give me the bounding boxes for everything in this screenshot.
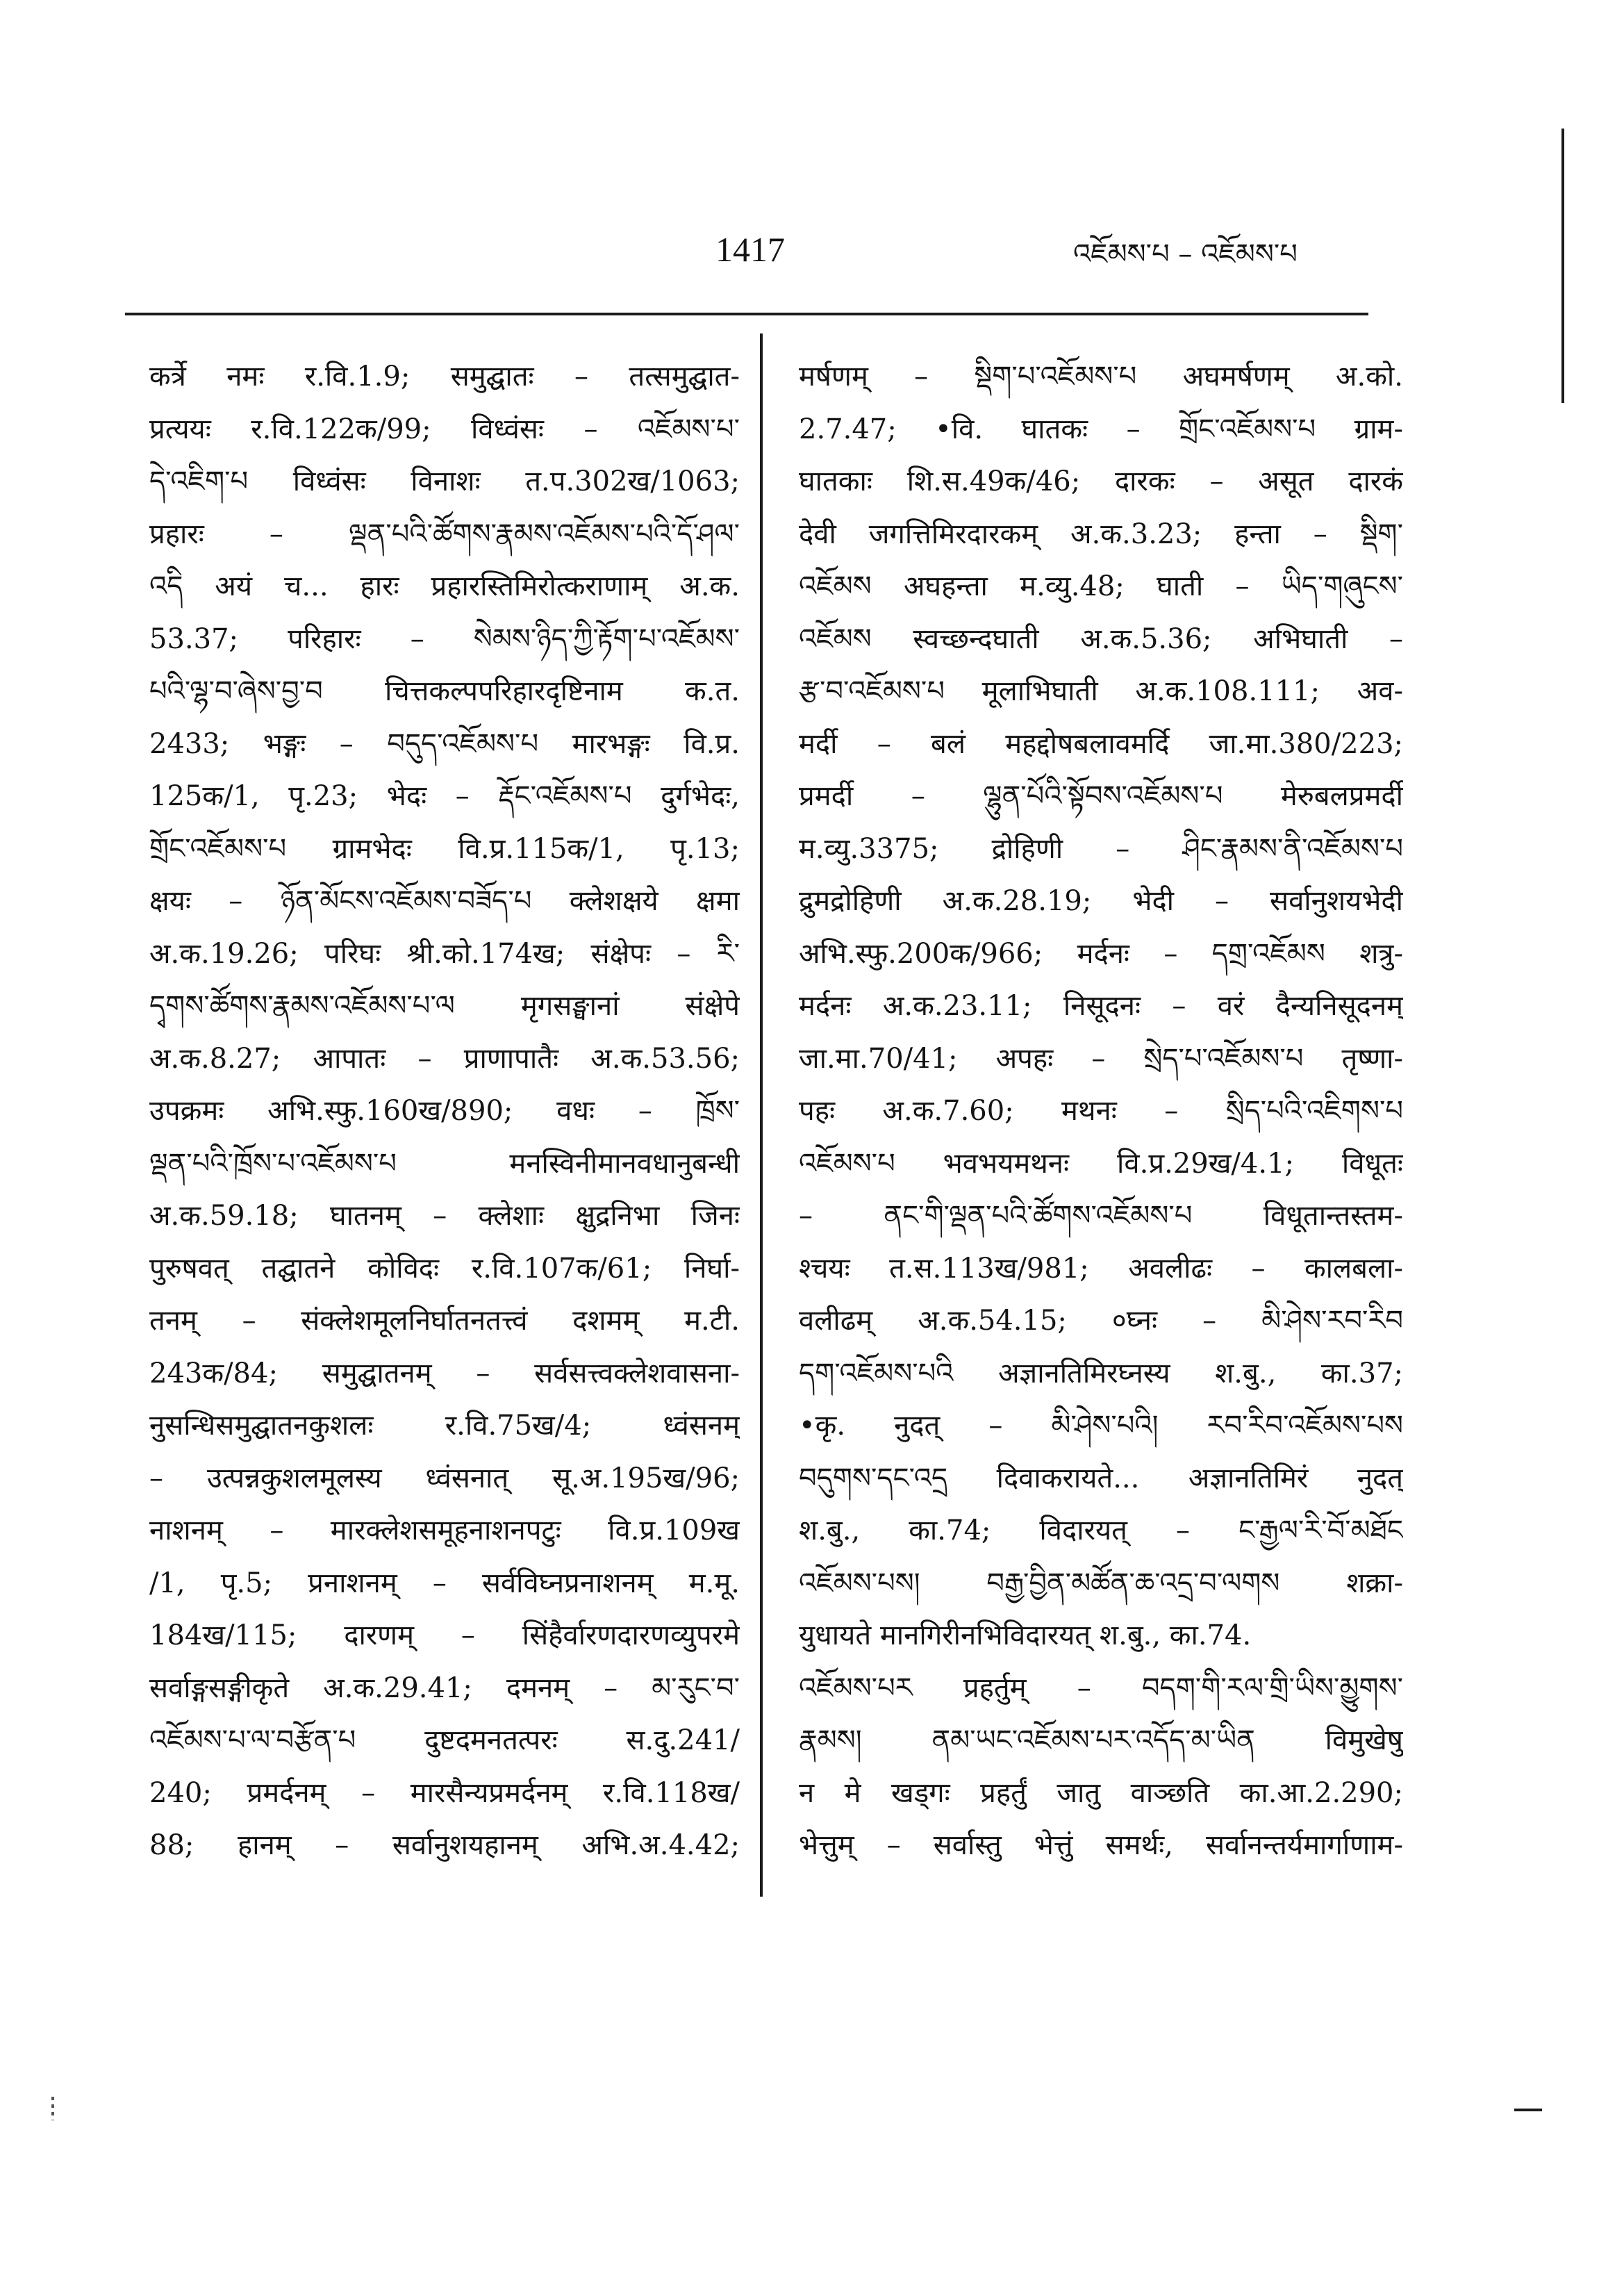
text-line: དེ་འཇིག་པ विध्वंसः विनाशः त.प.302ख/1063; bbox=[149, 465, 740, 497]
text-line: जा.मा.70/41; अपहः – སྲེད་པ་འཇོམས་པ तृष्णा- bbox=[799, 1042, 1403, 1075]
text-line: •कृ. नुदत् – མི་ཤེས་པའི། རབ་རིབ་འཇོམས་པས bbox=[799, 1410, 1403, 1442]
text-line: རྣམས། ནམ་ཡང་འཇོམས་པར་འདོད་མ་ཡིན विमुखेषु bbox=[799, 1724, 1403, 1756]
text-line: འཇོམས अघहन्ता म.व्यु.48; घाती – ཡིད་གཞུངས་ bbox=[799, 570, 1403, 602]
text-line: अ.क.8.27; आपातः – प्राणापातैः अ.क.53.56; bbox=[149, 1042, 740, 1075]
text-line: 88; हानम् – सर्वानुशयहानम् अभि.अ.4.42; bbox=[149, 1829, 740, 1861]
text-line: वलीढम् अ.क.54.15; ०घ्नः – མི་ཤེས་རབ་རིབ bbox=[799, 1305, 1403, 1337]
margin-dots bbox=[51, 2097, 54, 2120]
text-line: पुरुषवत् तद्घातने कोविदः र.वि.107क/61; निर्घा- bbox=[149, 1252, 740, 1285]
text-line: འཇོམས་པ་ལ་བརྩོན་པ दुष्टदमनतत्परः स.दु.241/ bbox=[149, 1724, 740, 1756]
text-line: मर्षणम् – སྡིག་པ་འཇོམས་པ अघमर्षणम् अ.को. bbox=[799, 361, 1403, 393]
text-line: 184ख/115; दारणम् – सिंहैर्वारणदारणव्युपरमे bbox=[149, 1619, 740, 1651]
text-line: कर्त्रे नमः र.वि.1.9; समुद्घातः – तत्समुद्घात- bbox=[149, 361, 740, 393]
text-line: རྩ་བ་འཇོམས་པ मूलाभिघाती अ.क.108.111; अव- bbox=[799, 675, 1403, 707]
text-line: 240; प्रमर्दनम् – मारसैन्यप्रमर्दनम् र.वि.118ख/ bbox=[149, 1776, 740, 1809]
text-line: – ནང་གི་ལྡན་པའི་ཚོགས་འཇོམས་པ विधूतान्तस्तम- bbox=[799, 1200, 1403, 1232]
text-line: འཇོམས स्वच्छन्दघाती अ.क.5.36; अभिघाती – bbox=[799, 622, 1403, 655]
text-line: /1, पृ.5; प्रनाशनम् – सर्वविघ्नप्रनाशनम् म.मू. bbox=[149, 1567, 740, 1599]
text-line: तनम् – संक्लेशमूलनिर्घातनतत्त्वं दशमम् म.टी. bbox=[149, 1305, 740, 1337]
text-line: म.व्यु.3375; द्रोहिणी – ཤིང་རྣམས་ནི་འཇོམས་པ bbox=[799, 832, 1403, 865]
left-column bbox=[149, 351, 740, 1872]
text-line: प्रहारः – ལྡན་པའི་ཚོགས་རྣམས་འཇོམས་པའི་དོ་ཤལ་ bbox=[149, 518, 740, 550]
text-line: 53.37; परिहारः – སེམས་ཉིད་ཀྱི་རྟོག་པ་འཇོམས་ bbox=[149, 622, 740, 655]
text-line: भेत्तुम् – सर्वास्तु भेत्तुं समर्थः, सर्वानन्तर्यमार्गाणाम- bbox=[799, 1829, 1403, 1861]
text-line: युधायते मानगिरीनभिविदारयत् श.बु., का.74. bbox=[799, 1619, 1252, 1651]
text-line: क्षयः – ཉོན་མོངས་འཇོམས་བཟོད་པ क्लेशक्षये क्षमा bbox=[149, 885, 740, 917]
entry-text: प्रहर्तुम् – བདག་གི་རལ་གྲི་ཡིས་མྱུགས་ bbox=[963, 1672, 1403, 1704]
text-line: 125क/1, पृ.23; भेदः – རྡོང་འཇོམས་པ दुर्गभेदः, bbox=[149, 780, 740, 812]
text-line: उपक्रमः अभि.स्फु.160ख/890; वधः – ཁྲོས་ bbox=[149, 1095, 740, 1127]
text-line: འདི अयं च... हारः प्रहारस्तिमिरोत्कराणाम् अ.क. bbox=[149, 570, 740, 602]
running-head: འཇོམས་པ – འཇོམས་པ bbox=[1073, 238, 1298, 270]
text-line: དྭགས་ཚོགས་རྣམས་འཇོམས་པ་ལ मृगसङ्घानां संक्षेपे bbox=[149, 990, 740, 1022]
text-line: देवी जगत्तिमिरदारकम् अ.क.3.23; हन्ता – སྡིག་ bbox=[799, 518, 1403, 550]
text-line: श.बु., का.74; विदारयत् – ང་རྒྱལ་རི་བོ་མཐོང bbox=[799, 1515, 1403, 1546]
text-line: 2433; भङ्गः – བདུད་འཇོམས་པ मारभङ्गः वि.प्र. bbox=[149, 727, 740, 760]
text-line: ལྡན་པའི་ཁྲོས་པ་འཇོམས་པ मनस्विनीमानवधानुबन्धी bbox=[149, 1147, 740, 1180]
text-line: 243क/84; समुद्घातनम् – सर्वसत्त्वक्लेशवासना- bbox=[149, 1357, 740, 1389]
text-line: मर्दनः अ.क.23.11; निसूदनः – वरं दैन्यनिसूदनम् bbox=[799, 990, 1403, 1022]
text-line: सर्वाङ्गसङ्गीकृते अ.क.29.41; दमनम् – མ་རུང་བ་ bbox=[149, 1672, 740, 1704]
right-column bbox=[799, 351, 1403, 1872]
text-line: འཇོམས་པས། བརྒྱ་བྱིན་མཚོན་ཆ་འདྲ་བ་ལགས शक्रा- bbox=[799, 1567, 1403, 1599]
text-line: དག་འཇོམས་པའི अज्ञानतिमिरघ्नस्य श.बु., का.37; bbox=[799, 1357, 1403, 1389]
column-divider bbox=[760, 333, 763, 1897]
entry-headword: འཇོམས་པར bbox=[799, 1672, 913, 1704]
text-line: प्रमर्दी – ལྷུན་པོའི་སྟོབས་འཇོམས་པ मेरुबलप्रमर्दी bbox=[799, 780, 1403, 812]
header-rule bbox=[125, 313, 1368, 315]
text-line: श्चयः त.स.113ख/981; अवलीढः – कालबला- bbox=[799, 1252, 1403, 1285]
text-line: པའི་ལྷ་བ་ཞེས་བྱ་བ चित्तकल्पपरिहारदृष्टिनाम क.त. bbox=[149, 675, 740, 707]
entry-line bbox=[799, 1663, 1403, 1715]
page-number: 1417 bbox=[715, 230, 785, 269]
text-line: घातकाः शि.स.49क/46; दारकः – असूत दारकं bbox=[799, 465, 1403, 497]
text-line: अ.क.19.26; परिघः श्री.को.174ख; संक्षेपः – རི་ bbox=[149, 937, 740, 970]
text-line: གྲོང་འཇོམས་པ ग्रामभेदः वि.प्र.115क/1, पृ.13; bbox=[149, 832, 740, 865]
text-line: བདུགས་དང་འདྲ दिवाकरायते... अज्ञानतिमिरं नुदत् bbox=[799, 1462, 1403, 1494]
margin-edge-mark bbox=[1561, 129, 1564, 403]
footer-mark bbox=[1514, 2109, 1542, 2111]
text-line: नाशनम् – मारक्लेशसमूहनाशनपटुः वि.प्र.109ख bbox=[149, 1515, 740, 1546]
text-line: मर्दी – बलं महद्दोषबलावमर्दि जा.मा.380/223; bbox=[799, 727, 1403, 760]
text-line: पहः अ.क.7.60; मथनः – སྲིད་པའི་འཇིགས་པ bbox=[799, 1095, 1403, 1127]
text-line: 2.7.47; •वि. घातकः – གྲོང་འཇོམས་པ ग्राम- bbox=[799, 413, 1403, 445]
text-line: न मे खड्गः प्रहर्तुं जातु वाञ्छति का.आ.2.290; bbox=[799, 1776, 1403, 1809]
text-line: – उत्पन्नकुशलमूलस्य ध्वंसनात् सू.अ.195ख/96; bbox=[149, 1462, 740, 1494]
text-line: द्रुमद्रोहिणी अ.क.28.19; भेदी – सर्वानुशयभेदी bbox=[799, 885, 1403, 917]
text-line: འཇོམས་པ भवभयमथनः वि.प्र.29ख/4.1; विधूतः bbox=[799, 1147, 1403, 1180]
text-line: अ.क.59.18; घातनम् – क्लेशाः क्षुद्रनिभा जिनः bbox=[149, 1200, 740, 1232]
text-line: नुसन्धिसमुद्घातनकुशलः र.वि.75ख/4; ध्वंसनम् bbox=[149, 1410, 740, 1442]
text-line: अभि.स्फु.200क/966; मर्दनः – དགྲ་འཇོམས शत्रु- bbox=[799, 937, 1403, 970]
text-line: प्रत्ययः र.वि.122क/99; विध्वंसः – འཇོམས་པ་ bbox=[149, 413, 740, 445]
